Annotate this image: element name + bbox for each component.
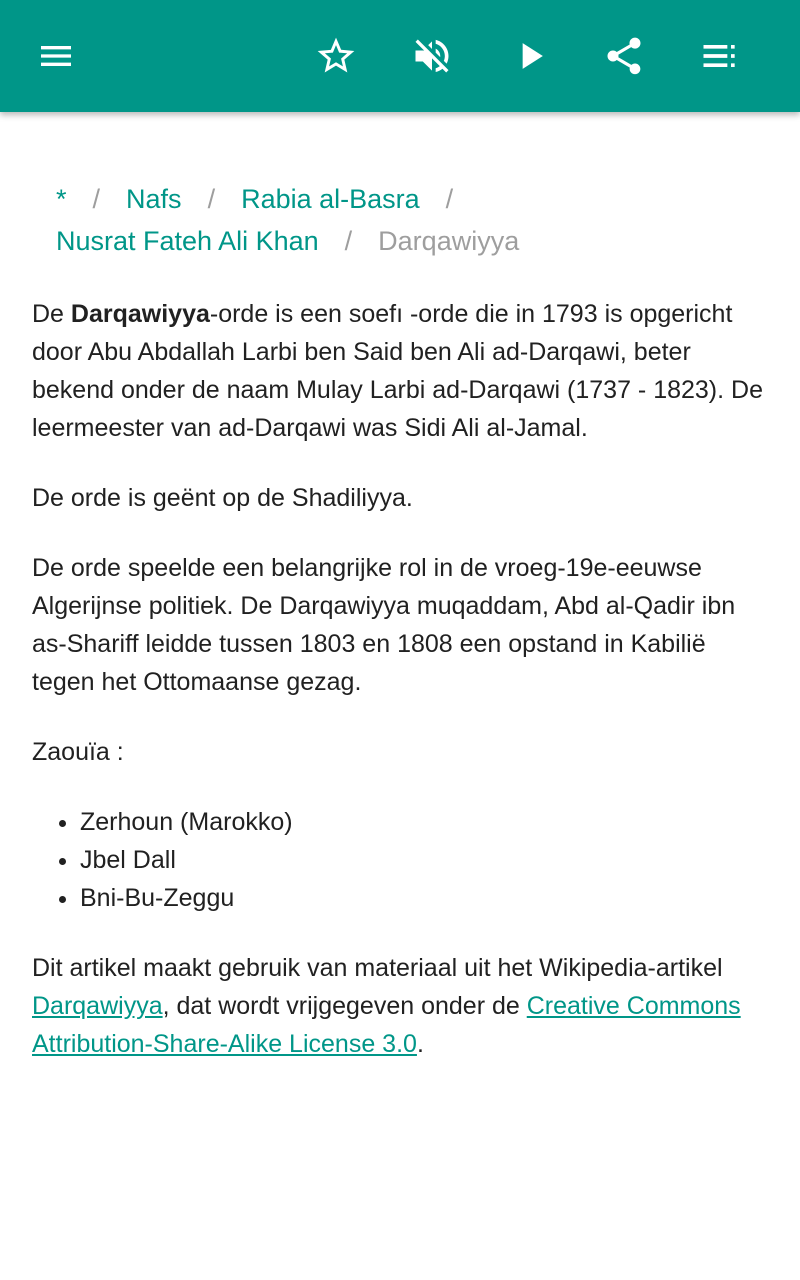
list-item: • Zerhoun (Marokko): [80, 803, 768, 841]
article-paragraph: [32, 295, 768, 447]
volume-off-icon[interactable]: [400, 24, 464, 88]
license-link[interactable]: Creative Commons Attribution-Share-Alike License 3.0: [32, 992, 741, 1058]
play-icon[interactable]: [498, 24, 562, 88]
article-body: [32, 295, 768, 1063]
list-item: • Jbel Dall: [80, 841, 768, 879]
share-icon[interactable]: [592, 24, 656, 88]
list-item: • Bni-Bu-Zeggu: [80, 879, 768, 917]
zaouia-list: [32, 803, 768, 917]
breadcrumb-separator: /: [445, 184, 454, 214]
star-outline-icon[interactable]: [304, 24, 368, 88]
article-subject: Darqawiyya: [70, 300, 210, 328]
breadcrumb-item-rabia[interactable]: Rabia al-Basra: [241, 184, 420, 214]
breadcrumb-separator: /: [344, 226, 353, 256]
breadcrumb-separator: /: [207, 184, 216, 214]
article-paragraph: De orde is geënt op de Shadiliyya.: [32, 484, 413, 512]
app-toolbar: [0, 0, 800, 112]
wikipedia-article-link[interactable]: Darqawiyya: [32, 992, 163, 1020]
breadcrumb-item-nusrat[interactable]: Nusrat Fateh Ali Khan: [56, 226, 319, 256]
main-content: [32, 170, 768, 1095]
hamburger-menu-icon[interactable]: [24, 24, 88, 88]
breadcrumb: [32, 178, 768, 262]
playlist-icon[interactable]: [688, 24, 752, 88]
paragraph-text: De: [32, 300, 71, 328]
attribution-text: , dat wordt vrijgegeven onder de: [162, 992, 527, 1020]
breadcrumb-item-home[interactable]: *: [56, 184, 67, 214]
attribution-text: Dit artikel maakt gebruik van materiaal uit het Wikipedia-artikel: [32, 954, 723, 982]
attribution-paragraph: [32, 949, 768, 1063]
article-paragraph: Zaouïa :: [32, 738, 124, 766]
paragraph-text: -orde is een soefı -orde die in 1793 is opgericht door Abu Abdallah Larbi ben Said ben Ali ad-Darqawi, beter bekend onder de naam Mulay Larbi ad-Darqawi (1737 - 1823). De leermeester van ad-Darqawi was Sidi Ali al-Jamal.: [32, 300, 763, 442]
breadcrumb-current: Darqawiyya: [378, 226, 520, 256]
breadcrumb-item-nafs[interactable]: Nafs: [126, 184, 182, 214]
article-paragraph: De orde speelde een belangrijke rol in de vroeg-19e-eeuwse Algerijnse politiek. De Darqawiyya muqaddam, Abd al-Qadir ibn as-Shariff leidde tussen 1803 en 1808 een opstand in Kabilië tegen het Ottomaanse gezag.: [32, 554, 736, 696]
attribution-text: .: [416, 1030, 424, 1058]
breadcrumb-separator: /: [92, 184, 101, 214]
